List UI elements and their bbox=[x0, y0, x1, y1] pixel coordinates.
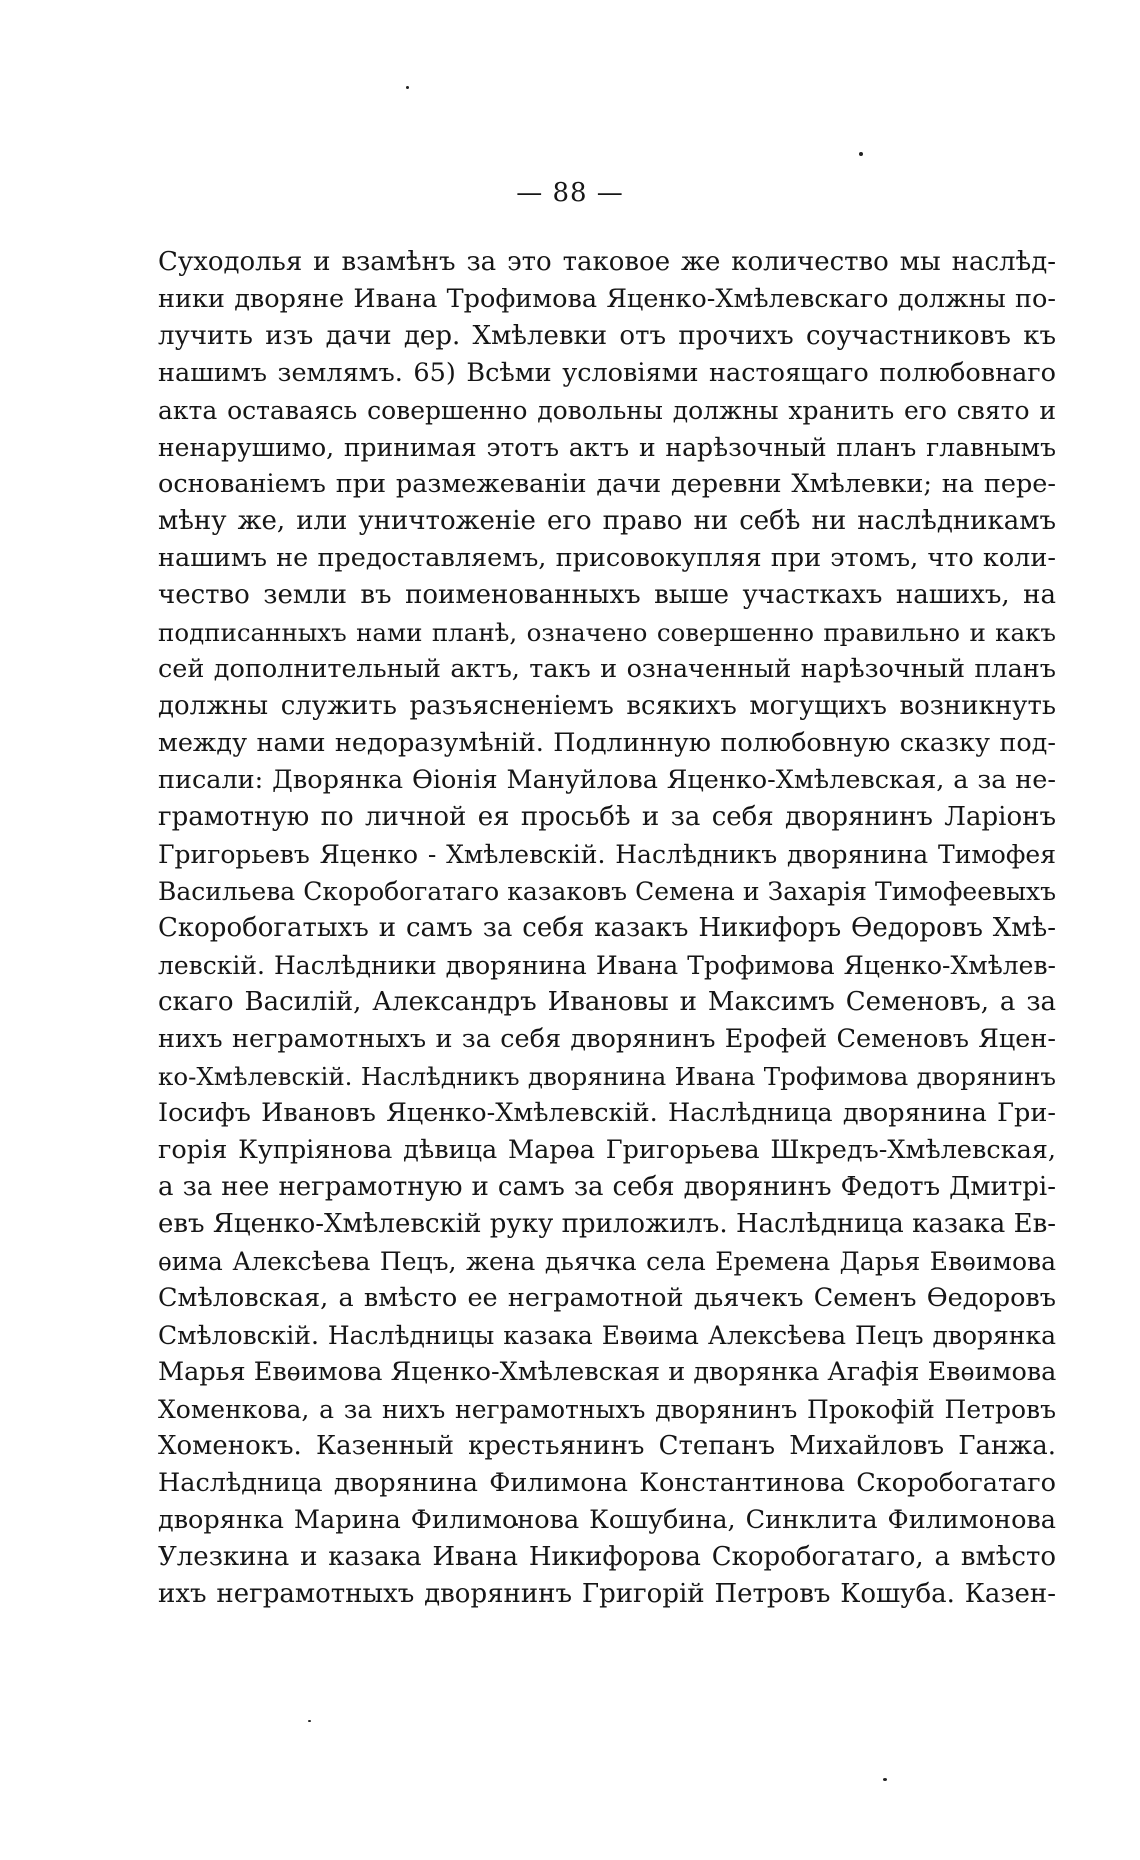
ink-speck bbox=[859, 152, 863, 156]
text-line: ѳима Алексѣева Пецъ, жена дьячка села Еремена Дарья Евѳимова bbox=[158, 1247, 1056, 1276]
ink-speck bbox=[883, 1778, 887, 1781]
text-line: акта оставаясь совершенно довольны должны хранить его свято и bbox=[158, 396, 1056, 425]
text-line: сей дополнительный актъ, такъ и означенный нарѣзочный планъ bbox=[158, 654, 1056, 684]
text-line: левскій. Наслѣдники дворянина Ивана Трофимова Яценко-Хмѣлев- bbox=[158, 951, 1056, 980]
text-line: евъ Яценко-Хмѣлевскій руку приложилъ. Наслѣдница казака Ев- bbox=[158, 1209, 1056, 1239]
text-line: Хоменокъ. Казенный крестьянинъ Степанъ Михайловъ Ганжа. bbox=[158, 1431, 1056, 1461]
ink-speck bbox=[308, 1720, 311, 1722]
text-line: Наслѣдница дворянина Филимона Константинова Скоробогатаго bbox=[158, 1468, 1056, 1498]
text-line: ники дворяне Ивана Трофимова Яценко-Хмѣлевскаго должны по- bbox=[158, 284, 1056, 314]
text-line: Скоробогатыхъ и самъ за себя казакъ Никифоръ Ѳедоровъ Хмѣ- bbox=[158, 913, 1056, 943]
text-line: дворянка Марина Филимонова Кошубина, Синклита Филимонова bbox=[158, 1505, 1056, 1535]
text-line: Хоменкова, а за нихъ неграмотныхъ дворянинъ Прокофій Петровъ bbox=[158, 1395, 1056, 1424]
text-line: Марья Евѳимова Яценко-Хмѣлевская и дворянка Агафія Евѳимова bbox=[158, 1357, 1057, 1387]
text-line: скаго Василій, Александръ Ивановы и Максимъ Семеновъ, а за bbox=[158, 987, 1056, 1017]
text-line: а за нее неграмотную и самъ за себя дворянинъ Федотъ Дмитрі- bbox=[158, 1172, 1056, 1202]
body-text bbox=[158, 244, 1056, 1613]
text-line: ко-Хмѣлевскій. Наслѣдникъ дворянина Ивана Трофимова дворянинъ bbox=[158, 1062, 1056, 1091]
text-line: основаніемъ при размежеваніи дачи деревни Хмѣлевки; на пере- bbox=[158, 469, 1056, 499]
text-line: горія Купріянова дѣвица Марѳа Григорьева Шкредъ-Хмѣлевская, bbox=[158, 1135, 1056, 1165]
text-line: писали: Дворянка Ѳіонія Мануйлова Яценко-Хмѣлевская, а за не- bbox=[158, 765, 1056, 795]
text-line: Смѣловскій. Наслѣдницы казака Евѳима Алексѣева Пецъ дворянка bbox=[158, 1321, 1056, 1350]
text-line: лучить изъ дачи дер. Хмѣлевки отъ прочихъ соучастниковъ къ bbox=[158, 321, 1056, 351]
text-line: должны служить разъясненіемъ всякихъ могущихъ возникнуть bbox=[158, 691, 1056, 721]
text-line: подписанныхъ нами планѣ, означено совершенно правильно и какъ bbox=[158, 618, 1056, 647]
text-line: чество земли въ поименованныхъ выше участкахъ нашихъ, на bbox=[158, 580, 1056, 610]
ink-speck bbox=[406, 86, 409, 89]
text-line: Григорьевъ Яценко - Хмѣлевскій. Наслѣдникъ дворянина Тимофея bbox=[158, 840, 1056, 869]
text-line: ненарушимо, принимая этотъ актъ и нарѣзочный планъ главнымъ bbox=[158, 433, 1056, 462]
text-line: Улезкина и казака Ивана Никифорова Скоробогатаго, а вмѣсто bbox=[158, 1542, 1056, 1572]
text-line: между нами недоразумѣній. Подлинную полюбовную сказку под- bbox=[158, 728, 1056, 758]
text-line: нашимъ не предоставляемъ, присовокупляя при этомъ, что коли- bbox=[158, 543, 1056, 573]
text-line: нашимъ землямъ. 65) Всѣми условіями настоящаго полюбовнаго bbox=[158, 358, 1056, 388]
text-line: грамотную по личной ея просьбѣ и за себя дворянинъ Ларіонъ bbox=[158, 802, 1056, 832]
text-line: Васильева Скоробогатаго казаковъ Семена и Захарія Тимофеевыхъ bbox=[158, 877, 1056, 906]
text-line: ихъ неграмотныхъ дворянинъ Григорій Петровъ Кошуба. Казен- bbox=[158, 1579, 1056, 1609]
page-number: — 88 — bbox=[516, 178, 624, 208]
text-line: нихъ неграмотныхъ и за себя дворянинъ Ерофей Семеновъ Яцен- bbox=[158, 1024, 1056, 1054]
text-line: Смѣловская, а вмѣсто ее неграмотной дьячекъ Семенъ Ѳедоровъ bbox=[158, 1283, 1056, 1313]
text-line: Суходолья и взамѣнъ за это таковое же количество мы наслѣд- bbox=[158, 247, 1056, 277]
text-line: мѣну же, или уничтоженіе его право ни себѣ ни наслѣдникамъ bbox=[158, 506, 1056, 536]
text-line: Іосифъ Ивановъ Яценко-Хмѣлевскій. Наслѣдница дворянина Гри- bbox=[158, 1098, 1056, 1128]
